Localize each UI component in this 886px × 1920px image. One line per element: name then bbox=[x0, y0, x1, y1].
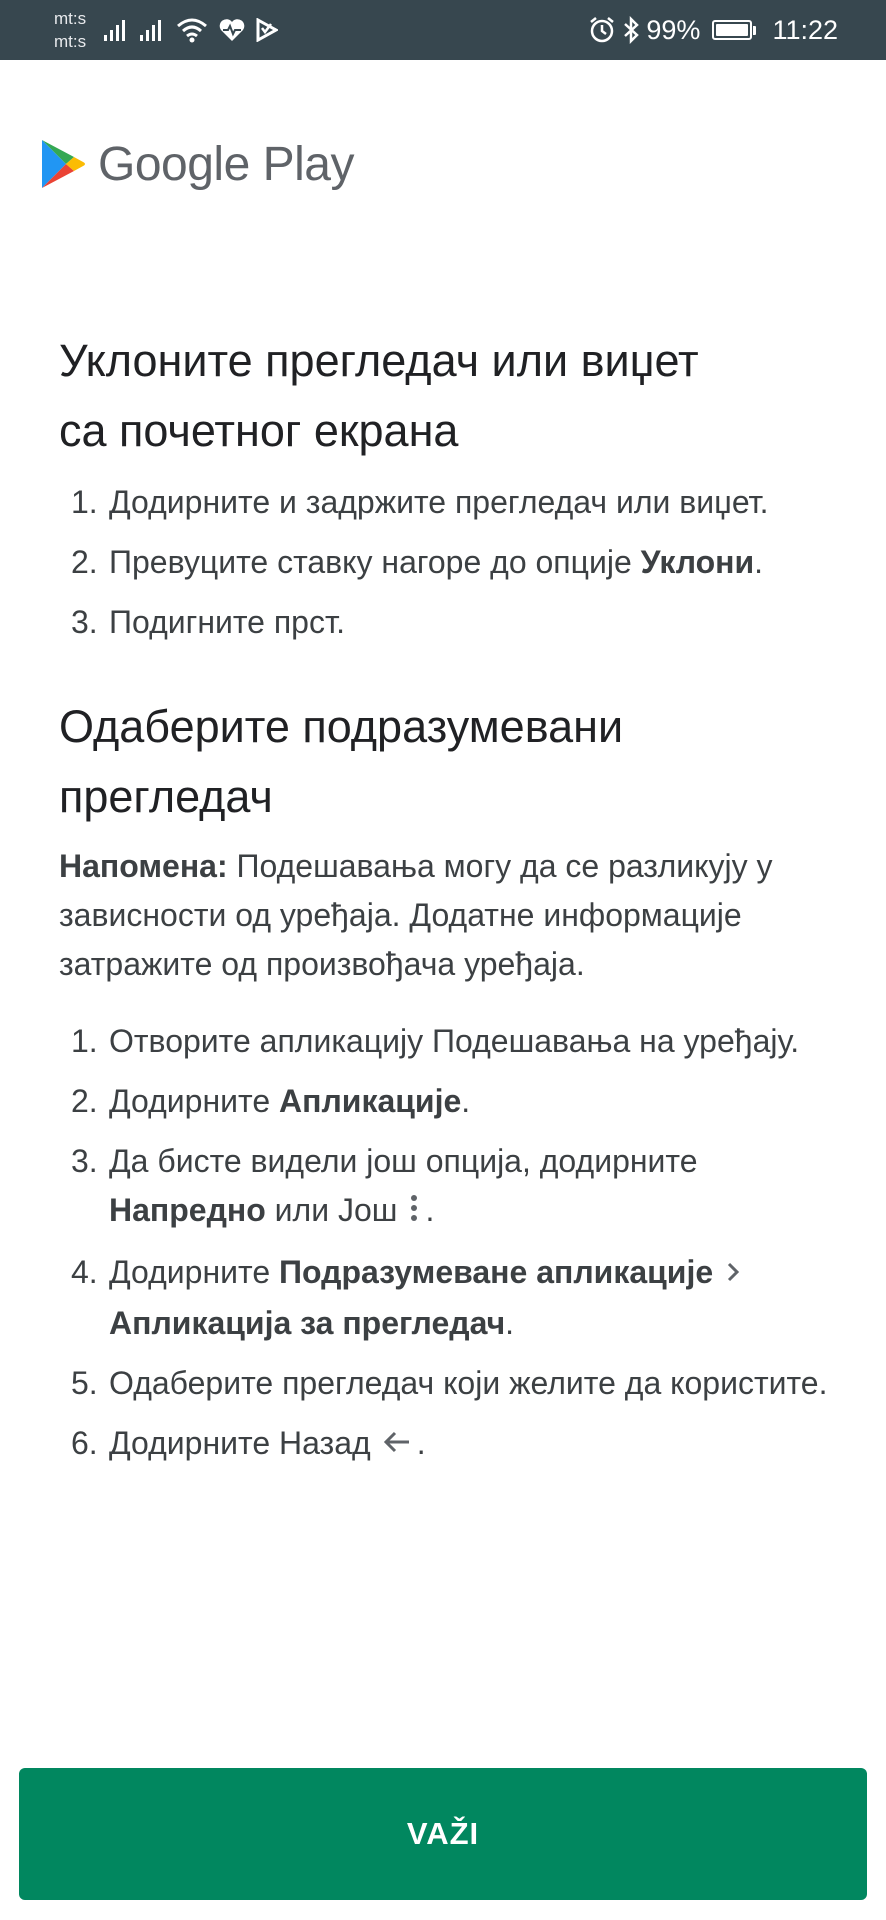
remove-steps-list bbox=[59, 478, 829, 647]
status-left-icons bbox=[104, 12, 278, 48]
ok-button[interactable] bbox=[19, 1768, 867, 1900]
signal-icon bbox=[104, 18, 130, 42]
default-steps-list bbox=[59, 1017, 829, 1470]
list-item: 2. Додирните Апликације. bbox=[71, 1083, 471, 1119]
status-right bbox=[588, 12, 838, 48]
arrow-back-icon bbox=[381, 1421, 413, 1470]
wifi-icon bbox=[176, 17, 208, 43]
list-item: 1. Отворите апликацију Подешавања на уређају. bbox=[71, 1023, 800, 1059]
carrier-labels bbox=[54, 7, 86, 53]
alarm-icon bbox=[588, 16, 616, 44]
more-vert-icon bbox=[407, 1188, 421, 1237]
chevron-right-icon bbox=[723, 1250, 743, 1299]
clock: 11:22 bbox=[772, 14, 838, 45]
main-content bbox=[59, 326, 829, 1481]
section-title-default: Одаберите подразумевани прегледач bbox=[59, 701, 624, 822]
carrier-1: mt:s bbox=[54, 9, 87, 28]
list-item: 4. Додирните Подразумеване апликацијеАпликација за прегледач. bbox=[59, 1248, 829, 1348]
note-text: Подешавања могу да се разликују у зависности од уређаја. Додатне информације затражите од произвођача уређаја. bbox=[59, 848, 773, 982]
note-label: Напомена: bbox=[59, 848, 228, 884]
carrier-2: mt:s bbox=[54, 32, 87, 51]
list-item: 2. Превуците ставку нагоре до опције Уклони. bbox=[71, 544, 764, 580]
battery-percent: 99% bbox=[646, 14, 701, 45]
bluetooth-icon bbox=[622, 16, 640, 44]
status-bar bbox=[0, 0, 886, 60]
play-store-notification-icon bbox=[256, 18, 278, 42]
section-default-browser bbox=[59, 692, 829, 1470]
list-item: 1. Додирните и задржите прегледач или виџет. bbox=[71, 484, 769, 520]
ok-button-label: VAŽI bbox=[406, 1816, 480, 1851]
list-item: 6. Додирните Назад . bbox=[59, 1419, 829, 1470]
section-title-remove: Уклоните прегледач или виџет са почетног екрана bbox=[59, 335, 699, 456]
google-play-logo bbox=[40, 132, 354, 196]
list-item: 3. Подигните прст. bbox=[71, 604, 345, 640]
signal-icon bbox=[140, 18, 166, 42]
list-item: 3. Да бисте видели још опција, додирните Напредно или Још . bbox=[59, 1137, 829, 1237]
list-item: 5. Одаберите прегледач који желите да користите. bbox=[71, 1365, 828, 1402]
logo-text: Google Play bbox=[98, 137, 354, 191]
note-paragraph bbox=[59, 842, 829, 989]
google-play-icon bbox=[40, 138, 86, 190]
health-icon bbox=[218, 17, 246, 43]
battery-icon bbox=[712, 20, 756, 40]
battery-fill bbox=[716, 24, 748, 36]
